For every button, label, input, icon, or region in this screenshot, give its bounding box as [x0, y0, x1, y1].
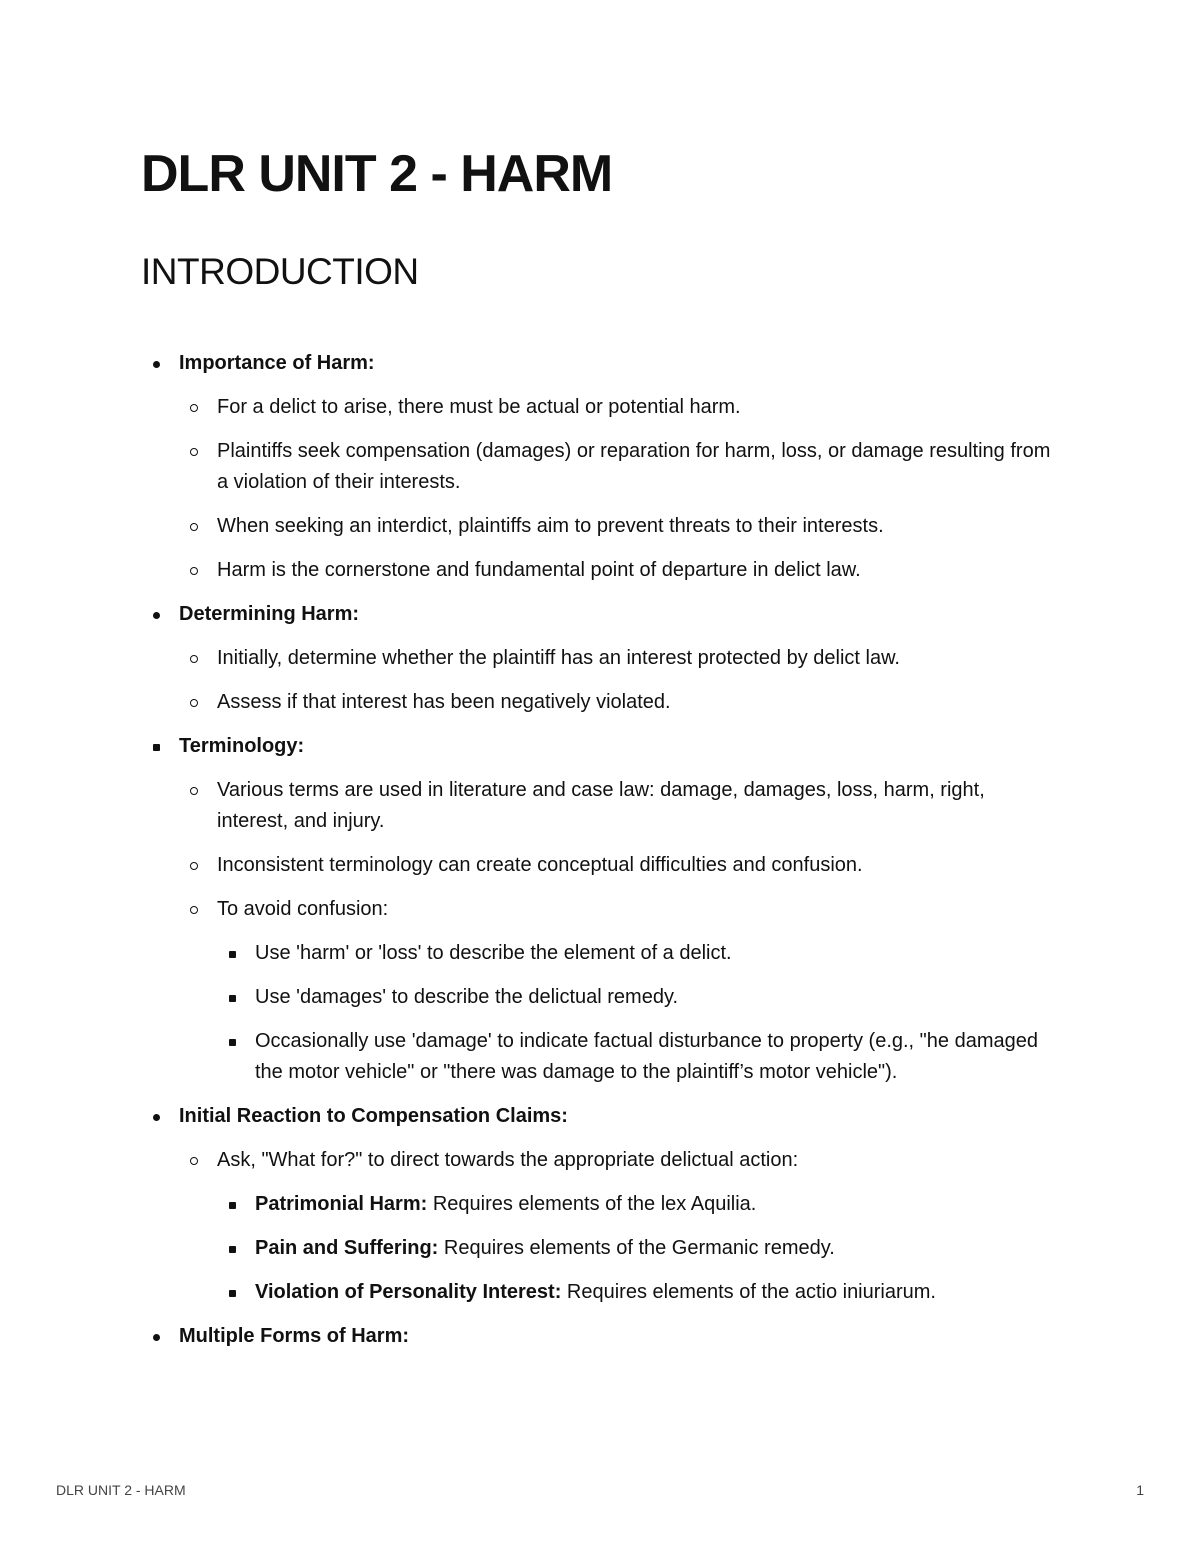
list-heading-initial-reaction: Initial Reaction to Compensation Claims: — [179, 1105, 568, 1127]
sub-list — [179, 1145, 1061, 1308]
square-bullet-icon — [229, 1039, 236, 1046]
sub-sub-list — [217, 938, 1061, 1088]
list-item — [179, 687, 1061, 718]
list-item — [179, 555, 1061, 586]
list-item — [141, 599, 1061, 718]
list-heading-determining-harm: Determining Harm: — [179, 603, 360, 625]
term-label: Violation of Personality Interest: — [255, 1281, 562, 1303]
list-item-text: Use 'damages' to describe the delictual remedy. — [255, 986, 679, 1008]
term-description: Requires elements of the Germanic remedy. — [438, 1237, 835, 1259]
section-heading: INTRODUCTION — [141, 251, 419, 292]
list-item — [217, 1233, 1061, 1264]
circle-bullet-icon — [190, 567, 198, 575]
circle-bullet-icon — [190, 862, 198, 870]
list-item-text: To avoid confusion: — [217, 898, 389, 920]
bullet-list — [141, 348, 1061, 1365]
list-heading-terminology: Terminology: — [179, 735, 305, 757]
document-title: DLR UNIT 2 - HARM — [141, 145, 613, 203]
square-bullet-icon — [153, 744, 160, 751]
footer-document-title: DLR UNIT 2 - HARM — [56, 1482, 186, 1498]
circle-bullet-icon — [190, 448, 198, 456]
sub-sub-list — [217, 1189, 1061, 1308]
circle-bullet-icon — [190, 655, 198, 663]
list-item — [179, 775, 1061, 837]
circle-bullet-icon — [190, 404, 198, 412]
circle-bullet-icon — [190, 523, 198, 531]
list-item — [179, 643, 1061, 674]
square-bullet-icon — [229, 1246, 236, 1253]
list-item-text: Ask, "What for?" to direct towards the appropriate delictual action: — [217, 1149, 799, 1171]
disc-bullet-icon — [153, 1114, 160, 1121]
list-item-text: Plaintiffs seek compensation (damages) or reparation for harm, loss, or damage resulting from a violation of their interests. — [217, 440, 1051, 493]
list-item — [217, 938, 1061, 969]
list-item-text: For a delict to arise, there must be actual or potential harm. — [217, 396, 741, 418]
circle-bullet-icon — [190, 906, 198, 914]
disc-bullet-icon — [153, 1334, 160, 1341]
list-item-text: Harm is the cornerstone and fundamental point of departure in delict law. — [217, 559, 861, 581]
list-item — [179, 436, 1061, 498]
square-bullet-icon — [229, 1202, 236, 1209]
list-item-text: Occasionally use 'damage' to indicate factual disturbance to property (e.g., "he damaged the motor vehicle" or "there was damage to the plaintiff’s motor vehicle"). — [255, 1030, 1038, 1083]
list-item — [179, 511, 1061, 542]
list-item-text: Use 'harm' or 'loss' to describe the element of a delict. — [255, 942, 732, 964]
list-item — [141, 1321, 1061, 1352]
list-item — [217, 1189, 1061, 1220]
disc-bullet-icon — [153, 612, 160, 619]
term-label: Patrimonial Harm: — [255, 1193, 428, 1215]
disc-bullet-icon — [153, 361, 160, 368]
list-item — [141, 348, 1061, 586]
list-item-text: Inconsistent terminology can create conceptual difficulties and confusion. — [217, 854, 863, 876]
sub-list — [179, 775, 1061, 1088]
list-item — [179, 392, 1061, 423]
list-item-text: When seeking an interdict, plaintiffs aim to prevent threats to their interests. — [217, 515, 884, 537]
term-description: Requires elements of the actio iniuriarum. — [561, 1281, 936, 1303]
circle-bullet-icon — [190, 1157, 198, 1165]
term-label: Pain and Suffering: — [255, 1237, 439, 1259]
list-item — [141, 731, 1061, 1088]
circle-bullet-icon — [190, 699, 198, 707]
list-item — [141, 1101, 1061, 1308]
list-item — [179, 894, 1061, 1088]
circle-bullet-icon — [190, 787, 198, 795]
footer-page-number: 1 — [1136, 1482, 1144, 1498]
list-item-text: Various terms are used in literature and case law: damage, damages, loss, harm, right, interest, and injury. — [217, 779, 985, 832]
square-bullet-icon — [229, 951, 236, 958]
term-description: Requires elements of the lex Aquilia. — [427, 1193, 757, 1215]
square-bullet-icon — [229, 1290, 236, 1297]
list-item — [217, 1026, 1061, 1088]
list-item-text: Initially, determine whether the plaintiff has an interest protected by delict law. — [217, 647, 900, 669]
list-item — [217, 1277, 1061, 1308]
list-item-text: Assess if that interest has been negatively violated. — [217, 691, 671, 713]
square-bullet-icon — [229, 995, 236, 1002]
list-item — [179, 850, 1061, 881]
list-heading-importance-of-harm: Importance of Harm: — [179, 352, 375, 374]
list-heading-multiple-forms: Multiple Forms of Harm: — [179, 1325, 410, 1347]
list-item — [217, 982, 1061, 1013]
sub-list — [179, 392, 1061, 586]
list-item — [179, 1145, 1061, 1308]
sub-list — [179, 643, 1061, 718]
